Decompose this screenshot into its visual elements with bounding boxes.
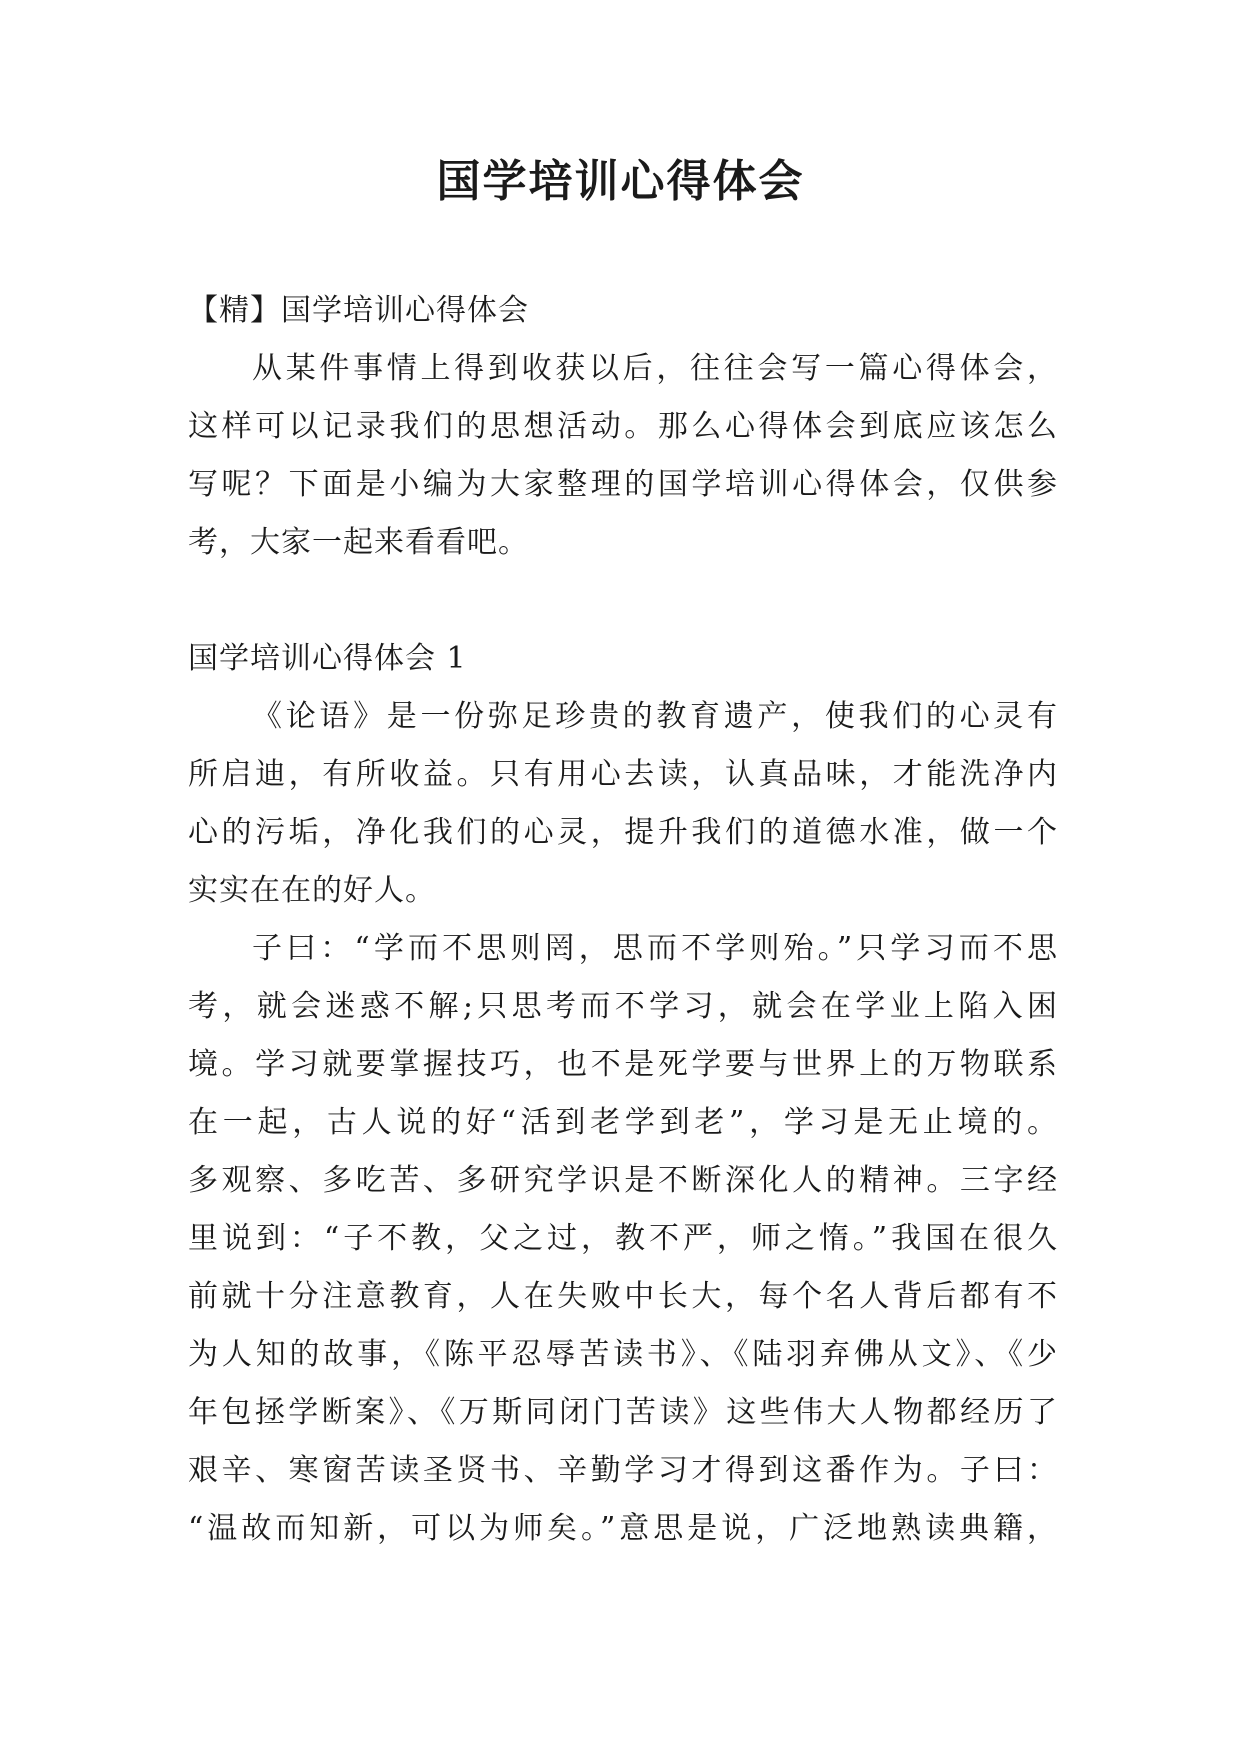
document-title: 国学培训心得体会 xyxy=(436,156,805,207)
paragraph-line: 境。学习就要掌握技巧，也不是死学要与世界上的万物联系 xyxy=(188,1047,1058,1082)
section-heading: 国学培训心得体会 1 xyxy=(188,641,467,676)
paragraph-line: 子曰：“学而不思则罔，思而不学则殆。”只学习而不思 xyxy=(252,931,1058,966)
paragraph-line: 实实在在的好人。 xyxy=(188,873,436,908)
paragraph-line: 所启迪，有所收益。只有用心去读，认真品味，才能洗净内 xyxy=(188,757,1058,792)
paragraph-line: 多观察、多吃苦、多研究学识是不断深化人的精神。三字经 xyxy=(188,1163,1058,1198)
document-subtitle: 【精】国学培训心得体会 xyxy=(188,293,529,328)
paragraph-line: 里说到：“子不教，父之过，教不严，师之惰。”我国在很久 xyxy=(188,1221,1058,1256)
blank-line xyxy=(188,572,1058,630)
paragraph-line: 心的污垢，净化我们的心灵，提升我们的道德水准，做一个 xyxy=(188,815,1058,850)
paragraph-line: 前就十分注意教育，人在失败中长大，每个名人背后都有不 xyxy=(188,1279,1058,1314)
intro-line: 写呢？下面是小编为大家整理的国学培训心得体会，仅供参 xyxy=(188,467,1058,502)
intro-line: 考，大家一起来看看吧。 xyxy=(188,525,529,560)
paragraph-line: 在一起，古人说的好“活到老学到老”，学习是无止境的。 xyxy=(188,1105,1058,1140)
paragraph-line: 为人知的故事，《陈平忍辱苦读书》、《陆羽弃佛从文》、《少 xyxy=(188,1337,1058,1372)
paragraph-line: 考，就会迷惑不解;只思考而不学习，就会在学业上陷入困 xyxy=(188,989,1058,1024)
intro-line: 这样可以记录我们的思想活动。那么心得体会到底应该怎么 xyxy=(188,409,1058,444)
paragraph-line: 年包拯学断案》、《万斯同闭门苦读》这些伟大人物都经历了 xyxy=(188,1395,1058,1430)
intro-line: 从某件事情上得到收获以后，往往会写一篇心得体会， xyxy=(252,351,1058,386)
paragraph-line: 艰辛、寒窗苦读圣贤书、辛勤学习才得到这番作为。子曰： xyxy=(188,1453,1058,1488)
paragraph-line: “温故而知新，可以为师矣。”意思是说，广泛地熟读典籍， xyxy=(188,1511,1058,1546)
paragraph-line: 《论语》是一份弥足珍贵的教育遗产，使我们的心灵有 xyxy=(252,699,1058,734)
document-body xyxy=(188,282,1058,1558)
